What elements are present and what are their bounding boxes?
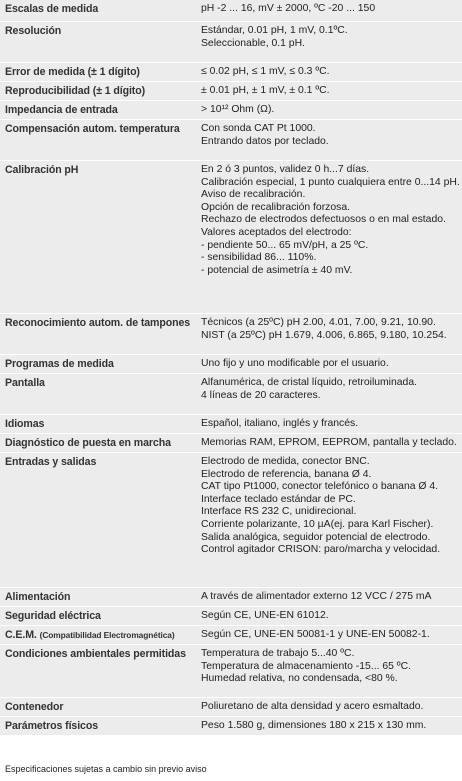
spec-label-note: (Compatibilidad Electromagnética) — [39, 630, 175, 640]
spec-value — [201, 317, 458, 342]
spec-value-line: NIST (a 25ºC) pH 1.679, 4.006, 6.865, 9.180, 10.254. — [201, 329, 447, 341]
spec-value-line: Valores aceptados del electrodo: — [201, 226, 352, 238]
spec-row — [0, 314, 462, 355]
spec-label: Seguridad eléctrica — [5, 610, 101, 622]
spec-row — [0, 355, 462, 374]
spec-value — [201, 629, 458, 642]
spec-row — [0, 434, 462, 453]
spec-value — [201, 418, 458, 431]
spec-row — [0, 717, 462, 736]
spec-label: Alimentación — [5, 591, 71, 603]
spec-value — [201, 456, 458, 557]
spec-row — [0, 415, 462, 434]
spec-value-line: Corriente polarizante, 10 µA(ej. para Karl Fischer). — [201, 518, 434, 530]
spec-label: Parámetros físicos — [5, 720, 99, 732]
spec-value-line: Poliuretano de alta densidad y acero esmaltado. — [201, 701, 424, 712]
spec-value-line: Uno fijo y uno modificable por el usuario. — [201, 358, 389, 369]
spec-row — [0, 607, 462, 626]
spec-label: Idiomas — [5, 418, 45, 430]
spec-value — [201, 591, 458, 604]
spec-label: Error de medida (± 1 dígito) — [5, 66, 140, 78]
spec-value-line: - potencial de asimetría ± 40 mV. — [201, 264, 353, 276]
spec-value — [201, 66, 458, 79]
spec-row — [0, 101, 462, 120]
spec-value — [201, 377, 458, 402]
spec-value-line: CAT tipo Pt1000, conector telefónico o banana Ø 4. — [201, 481, 439, 493]
footnote: Especificaciones sujetas a cambio sin previo aviso — [5, 764, 207, 774]
spec-value-line: Memorias RAM, EPROM, EEPROM, pantalla y teclado. — [201, 437, 457, 448]
spec-label: Compensación autom. temperatura — [5, 123, 180, 135]
spec-value-line: Con sonda CAT Pt 1000. — [201, 123, 316, 134]
spec-value-line: Según CE, UNE-EN 50081-1 y UNE-EN 50082-1. — [201, 629, 430, 640]
spec-row — [0, 588, 462, 607]
spec-value — [201, 25, 458, 50]
spec-label: Calibración pH — [5, 164, 79, 176]
spec-value — [201, 123, 458, 148]
spec-row — [0, 626, 462, 645]
spec-row — [0, 0, 462, 22]
spec-value-line: A través de alimentador externo 12 VCC / 275 mA — [201, 591, 432, 602]
spec-value-line: Estándar, 0.01 pH, 1 mV, 0.1ºC. — [201, 25, 348, 36]
spec-value-line: Seleccionable, 0.1 pH. — [201, 37, 305, 49]
spec-value-line: Peso 1.580 g, dimensiones 180 x 215 x 130 mm. — [201, 720, 427, 731]
spec-value-line: Según CE, UNE-EN 61012. — [201, 610, 329, 621]
spec-value-line: Interface teclado estándar de PC. — [201, 493, 356, 505]
spec-value — [201, 3, 458, 16]
spec-value-line: Español, italiano, inglés y francés. — [201, 418, 359, 429]
spec-value-line: Interface RS 232 C, unidirecional. — [201, 506, 357, 518]
spec-value-line: En 2 ó 3 puntos, validez 0 h...7 días. — [201, 164, 370, 175]
spec-label: Resolución — [5, 25, 62, 37]
spec-value-line: Salida analógica, seguidor potencial de electrodo. — [201, 531, 431, 543]
spec-value-line: Técnicos (a 25ºC) pH 2.00, 4.01, 7.00, 9.21, 10.90. — [201, 317, 436, 328]
spec-label: C.E.M. (Compatibilidad Electromagnética) — [5, 629, 175, 641]
spec-label: Condiciones ambientales permitidas — [5, 648, 186, 660]
spec-row — [0, 63, 462, 82]
spec-value — [201, 701, 458, 714]
spec-row — [0, 645, 462, 698]
spec-label: Pantalla — [5, 377, 45, 389]
spec-row — [0, 453, 462, 588]
spec-value — [201, 610, 458, 623]
spec-value — [201, 437, 458, 450]
spec-row — [0, 161, 462, 314]
spec-label: Impedancia de entrada — [5, 104, 118, 116]
spec-value-line: Electrodo de referencia, banana Ø 4. — [201, 468, 372, 480]
spec-value-line: Temperatura de trabajo 5...40 ºC. — [201, 648, 355, 659]
spec-value-line: Alfanumérica, de cristal líquido, retroiluminada. — [201, 377, 417, 388]
spec-value-line: Aviso de recalibración. — [201, 189, 306, 201]
spec-value-line: ± 0.01 pH, ± 1 mV, ± 0.1 ºC. — [201, 85, 330, 96]
spec-row — [0, 82, 462, 101]
spec-label: Reproducibilidad (± 1 dígito) — [5, 85, 146, 97]
spec-label: Programas de medida — [5, 358, 114, 370]
spec-row — [0, 698, 462, 717]
spec-value-line: Humedad relativa, no condensada, <80 %. — [201, 673, 398, 685]
spec-value-line: - pendiente 50... 65 mV/pH, a 25 ºC. — [201, 239, 369, 251]
spec-value-line: ≤ 0.02 pH, ≤ 1 mV, ≤ 0.3 ºC. — [201, 66, 330, 77]
spec-label: Escalas de medida — [5, 3, 99, 15]
spec-value-line: 4 líneas de 20 caracteres. — [201, 389, 321, 401]
spec-value — [201, 164, 458, 277]
spec-value — [201, 104, 458, 117]
spec-value — [201, 358, 458, 371]
spec-value-line: Entrando datos por teclado. — [201, 135, 329, 147]
spec-value-line: Opción de recalibración forzosa. — [201, 201, 351, 213]
spec-value-line: Electrodo de medida, conector BNC. — [201, 456, 370, 467]
spec-value — [201, 720, 458, 733]
spec-value-line: pH -2 ... 16, mV ± 2000, ºC -20 ... 150 — [201, 3, 376, 14]
spec-value-line: Rechazo de electrodos defectuosos o en mal estado. — [201, 214, 446, 226]
spec-label: Diagnóstico de puesta en marcha — [5, 437, 171, 449]
spec-row — [0, 120, 462, 161]
spec-value-line: - sensibilidad 86... 110%. — [201, 252, 317, 264]
spec-label: Reconocimiento autom. de tampones — [5, 317, 191, 329]
spec-label: Contenedor — [5, 701, 64, 713]
spec-value-line: Calibración especial, 1 punto cualquiera entre 0...14 pH. — [201, 176, 460, 188]
spec-value — [201, 85, 458, 98]
spec-label: Entradas y salidas — [5, 456, 97, 468]
spec-row — [0, 22, 462, 63]
spec-value-line: Temperatura de almacenamiento -15... 65 ºC. — [201, 660, 411, 672]
spec-value — [201, 648, 458, 686]
spec-value-line: > 10¹² Ohm (Ω). — [201, 104, 275, 115]
spec-value-line: Control agitador CRISON: paro/marcha y velocidad. — [201, 544, 441, 556]
spec-row — [0, 374, 462, 415]
